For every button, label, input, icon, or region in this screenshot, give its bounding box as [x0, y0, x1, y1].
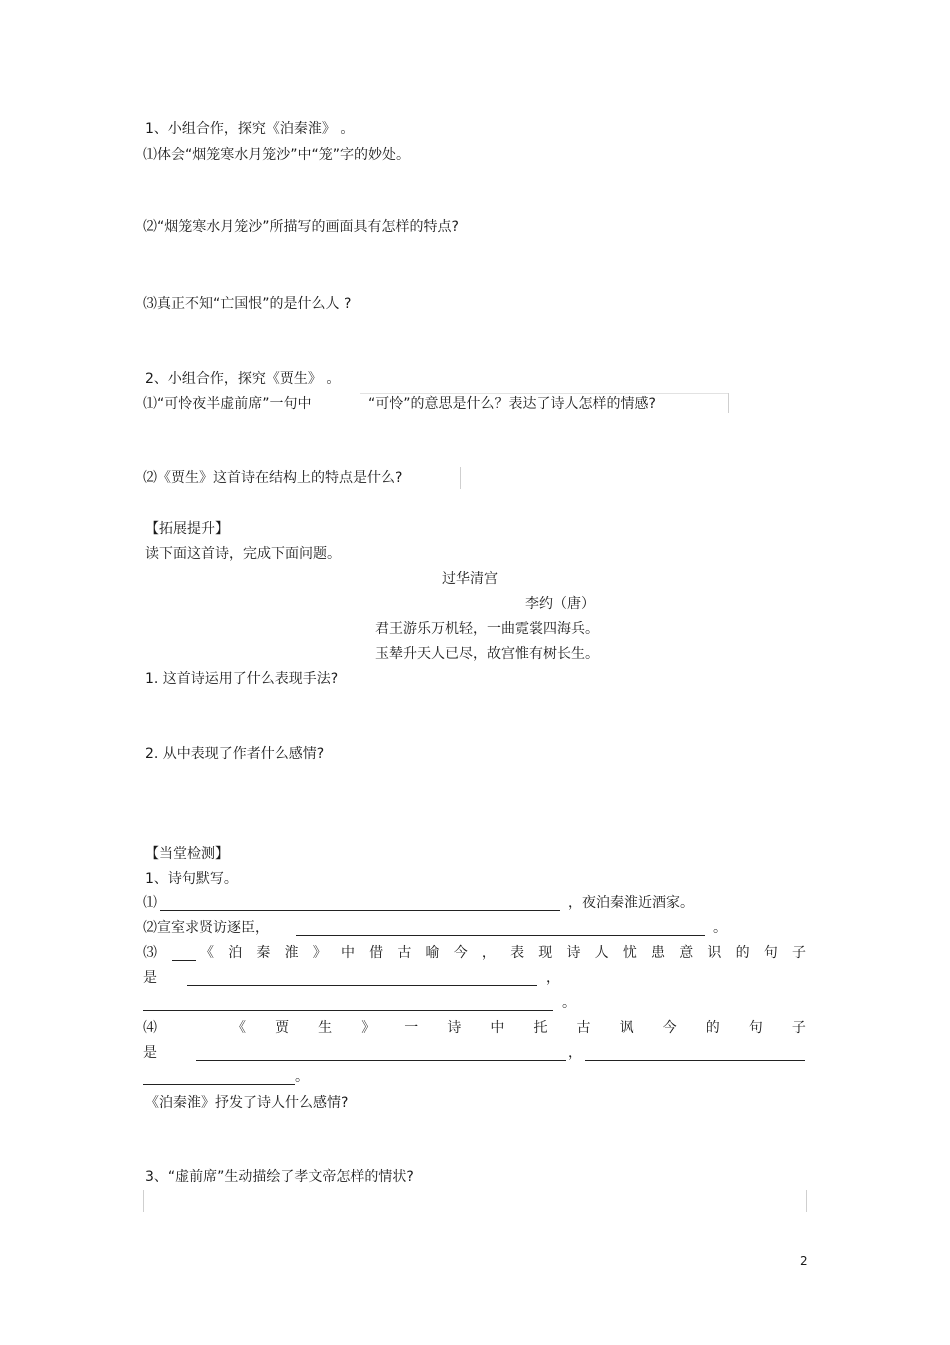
sentence-char: 一 [404, 1020, 419, 1036]
extension-question-2: 2. 从中表现了作者什么感情? [145, 746, 325, 762]
sentence-char: 中 [490, 1020, 505, 1036]
fill-blank-2[interactable] [296, 935, 705, 936]
poem-author: 李约（唐） [525, 596, 595, 612]
check-item-1: 1、诗句默写。 [145, 871, 238, 887]
sentence-char: 表 [510, 945, 525, 961]
fill-2-text: ⑵宣室求贤访逐臣， [143, 920, 269, 936]
fill-3-sentence [200, 944, 806, 962]
check-question-3: 3、“虚前席”生动描绘了孝文帝怎样的情状? [145, 1169, 414, 1185]
fill-4-number: ⑷ [143, 1020, 157, 1036]
text-box-left-border [143, 1190, 144, 1212]
poem-line-1: 君王游乐万机轻，一曲霓裳四海兵。 [375, 621, 599, 637]
sentence-char: 秦 [256, 945, 271, 961]
fill-4-shi: 是 [143, 1045, 157, 1061]
fill-1-number: ⑴ [143, 895, 157, 911]
fill-3-period: 。 [562, 995, 576, 1011]
section1-heading: 1、小组合作，探究《泊秦淮》 。 [145, 121, 355, 137]
sentence-char: 诗 [447, 1020, 462, 1036]
sentence-char: 今 [662, 1020, 677, 1036]
sentence-char: 古 [397, 945, 412, 961]
sentence-char: 的 [705, 1020, 720, 1036]
fill-blank-4a[interactable] [196, 1060, 566, 1061]
fill-blank-4b[interactable] [585, 1060, 805, 1061]
section1-question-1: ⑴体会“烟笼寒水月笼沙”中“笼”字的妙处。 [143, 147, 411, 163]
sentence-char: 患 [651, 945, 665, 961]
sentence-char: 现 [538, 945, 553, 961]
fill-blank-3-short[interactable] [172, 960, 196, 961]
sentence-char: 借 [369, 945, 384, 961]
sentence-char: 意 [679, 945, 694, 961]
sentence-char: 》 [361, 1020, 376, 1036]
sentence-char: 泊 [228, 945, 243, 961]
poem-line-2: 玉辇升天人已尽，故宫惟有树长生。 [375, 646, 599, 662]
extension-heading: 【拓展提升】 [145, 521, 229, 537]
sentence-char: 托 [533, 1020, 548, 1036]
sentence-char: 今 [453, 945, 468, 961]
sentence-char: 淮 [284, 945, 299, 961]
section2-question-1a: ⑴“可怜夜半虚前席”一句中 [143, 396, 312, 412]
sentence-char: 子 [791, 945, 806, 961]
check-question-2: 《泊秦淮》抒发了诗人什么感情? [145, 1095, 349, 1111]
fill-3-comma: ， [546, 970, 560, 986]
extension-question-1: 1. 这首诗运用了什么表现手法? [145, 671, 339, 687]
fill-1-tail: ，夜泊秦淮近酒家。 [568, 895, 694, 911]
fill-blank-3a[interactable] [187, 985, 537, 986]
fill-3-shi: 是 [143, 970, 157, 986]
sentence-char: 古 [576, 1020, 591, 1036]
sentence-char: 》 [312, 945, 327, 961]
section2-question-2: ⑵《贾生》这首诗在结构上的特点是什么? [143, 470, 403, 486]
sentence-char: 中 [340, 945, 355, 961]
check-heading: 【当堂检测】 [145, 846, 229, 862]
sentence-char: 子 [791, 1020, 806, 1036]
text-box-right-border [728, 393, 729, 413]
sentence-char: 贾 [275, 1020, 290, 1036]
section2-question-1b: “可怜”的意思是什么？表达了诗人怎样的情感? [368, 396, 656, 412]
sentence-char: 诗 [566, 945, 581, 961]
extension-instruction: 读下面这首诗，完成下面问题。 [145, 546, 341, 562]
sentence-char: 喻 [425, 945, 440, 961]
sentence-char: 讽 [619, 1020, 634, 1036]
fill-4-end: 。 [295, 1069, 309, 1085]
text-box-top-border [360, 393, 728, 394]
fill-3-number: ⑶ [143, 945, 157, 961]
fill-4-sentence [232, 1019, 806, 1037]
fill-blank-4c[interactable] [143, 1084, 295, 1085]
sentence-char: 《 [232, 1020, 246, 1036]
fill-blank-1[interactable] [160, 910, 560, 911]
section1-question-2: ⑵“烟笼寒水月笼沙”所描写的画面具有怎样的特点? [143, 219, 459, 235]
sentence-char: 识 [707, 945, 722, 961]
fill-4-comma: ， [568, 1045, 582, 1061]
section2-heading: 2、小组合作，探究《贾生》 。 [145, 371, 341, 387]
sentence-char: 《 [200, 945, 214, 961]
fill-2-tail: 。 [713, 920, 727, 936]
page-number: 2 [800, 1254, 808, 1268]
sentence-char: 句 [748, 1020, 763, 1036]
poem-title: 过华清宫 [442, 571, 498, 587]
sentence-char: 的 [735, 945, 750, 961]
text-box-right-border [806, 1190, 807, 1212]
fill-blank-3b[interactable] [143, 1010, 553, 1011]
sentence-char: 人 [594, 945, 609, 961]
section1-question-3: ⑶真正不知“亡国恨”的是什么人 ? [143, 296, 352, 312]
text-box-right-border [460, 467, 461, 489]
sentence-char: 生 [318, 1020, 333, 1036]
sentence-char: ， [481, 945, 496, 961]
sentence-char: 忧 [622, 945, 637, 961]
sentence-char: 句 [763, 945, 778, 961]
